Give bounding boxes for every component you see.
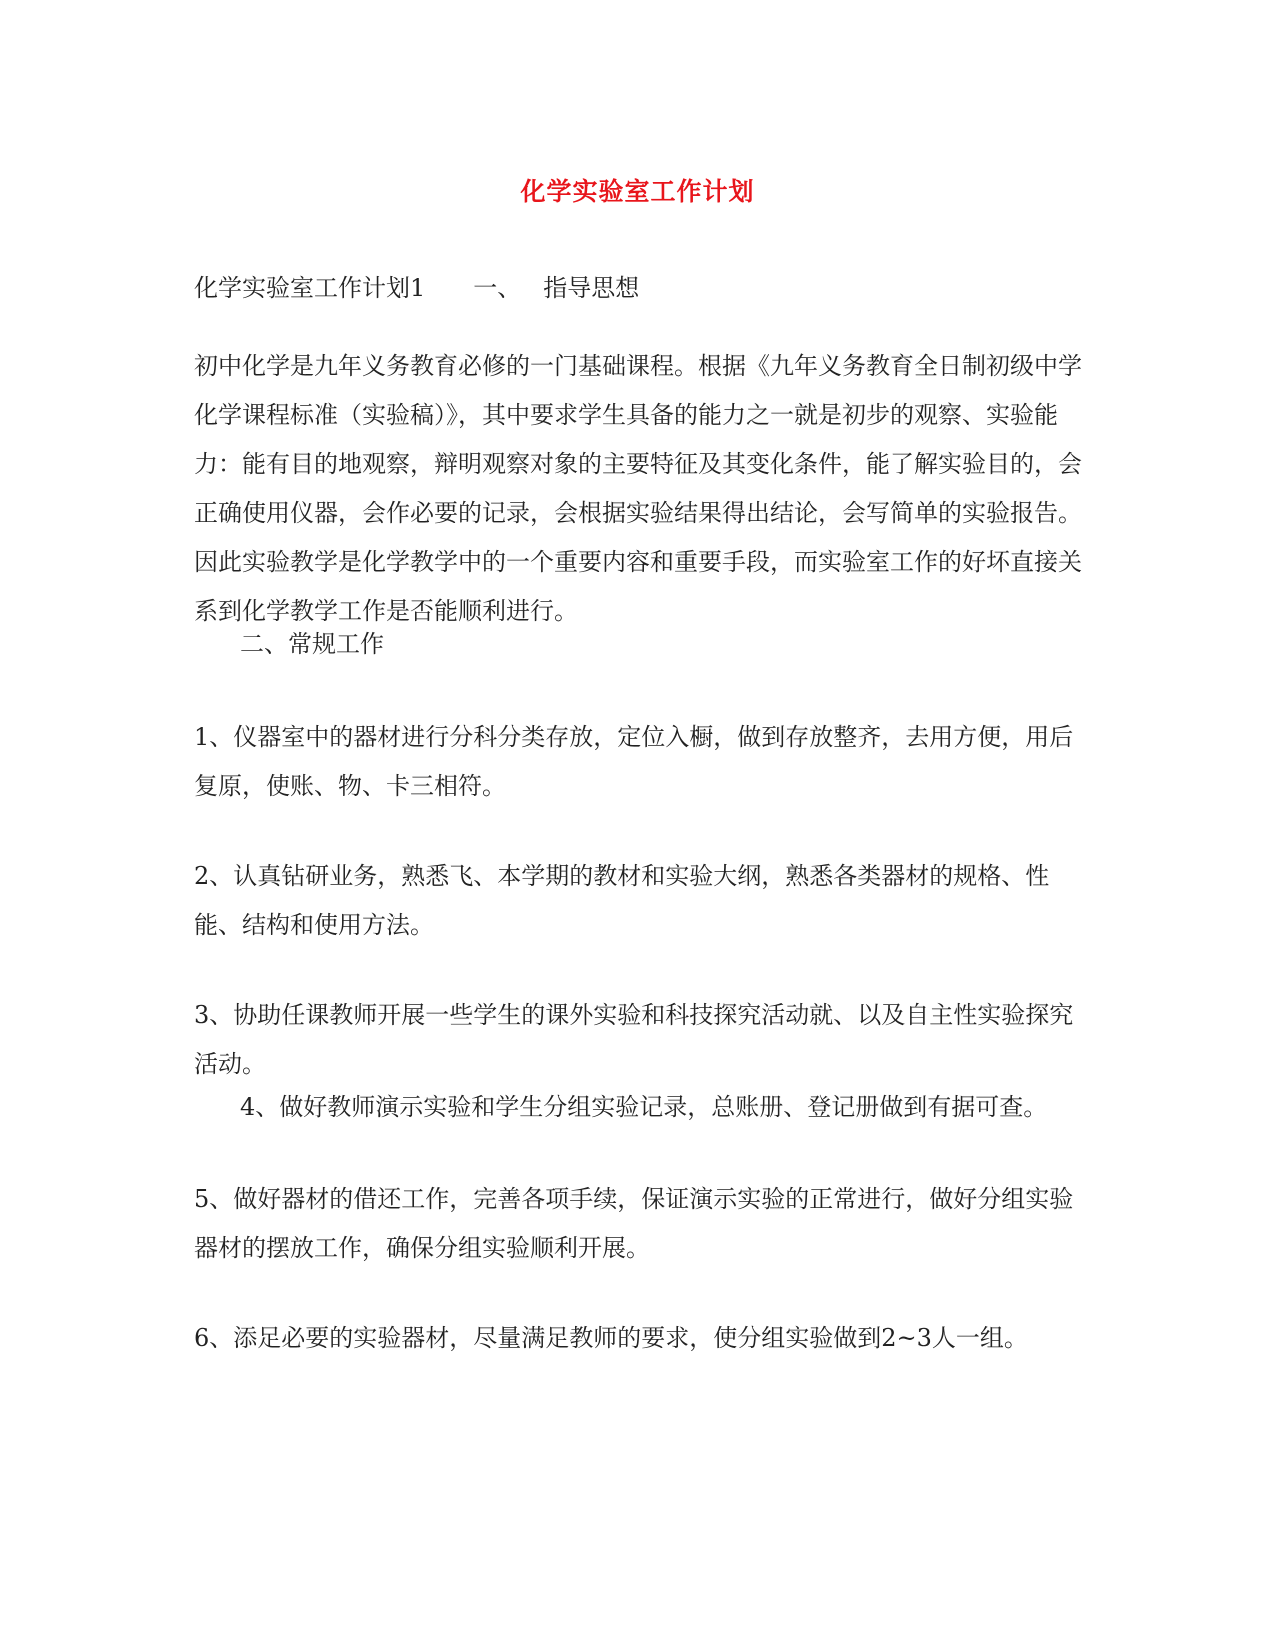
list-item: 6、添足必要的实验器材，尽量满足教师的要求，使分组实验做到2~3人一组。 xyxy=(194,1324,1028,1352)
section-number: 一、 xyxy=(473,274,522,302)
plan-label: 化学实验室工作计划1 xyxy=(194,274,426,302)
list-item: 3、协助任课教师开展一些学生的课外实验和科技探究活动就、以及自主性实验探究活动。 xyxy=(194,1001,1074,1078)
intro-paragraph: 初中化学是九年义务教育必修的一门基础课程。根据《九年义务教育全日制初级中学化学课程标准（实验稿）》，其中要求学生具备的能力之一就是初步的观察、实验能力：能有目的地观察，辩明观察对象的主要特征及其变化条件，能了解实验目的，会正确使用仪器，会作必要的记录，会根据实验结果得出结论，会写简单的实验报告。因此实验教学是化学教学中的一个重要内容和重要手段，而实验室工作的好坏直接关系到化学教学工作是否能顺利进行。 xyxy=(194,352,1082,625)
list-item: 5、做好器材的借还工作，完善各项手续，保证演示实验的正常进行，做好分组实验器材的摆放工作，确保分组实验顺利开展。 xyxy=(194,1185,1074,1262)
section2-title: 二、常规工作 xyxy=(240,630,384,658)
list-item: 4、做好教师演示实验和学生分组实验记录，总账册、登记册做到有据可查。 xyxy=(240,1093,1048,1121)
list-item: 2、认真钻研业务，熟悉飞、本学期的教材和实验大纲，熟悉各类器材的规格、性能、结构和使用方法。 xyxy=(194,862,1050,939)
plan-heading xyxy=(194,264,639,313)
list-item: 1、仪器室中的器材进行分科分类存放，定位入橱，做到存放整齐，去用方便，用后复原，使账、物、卡三相符。 xyxy=(194,723,1074,800)
document-title: 化学实验室工作计划 xyxy=(520,177,755,206)
section-title: 指导思想 xyxy=(543,274,640,302)
